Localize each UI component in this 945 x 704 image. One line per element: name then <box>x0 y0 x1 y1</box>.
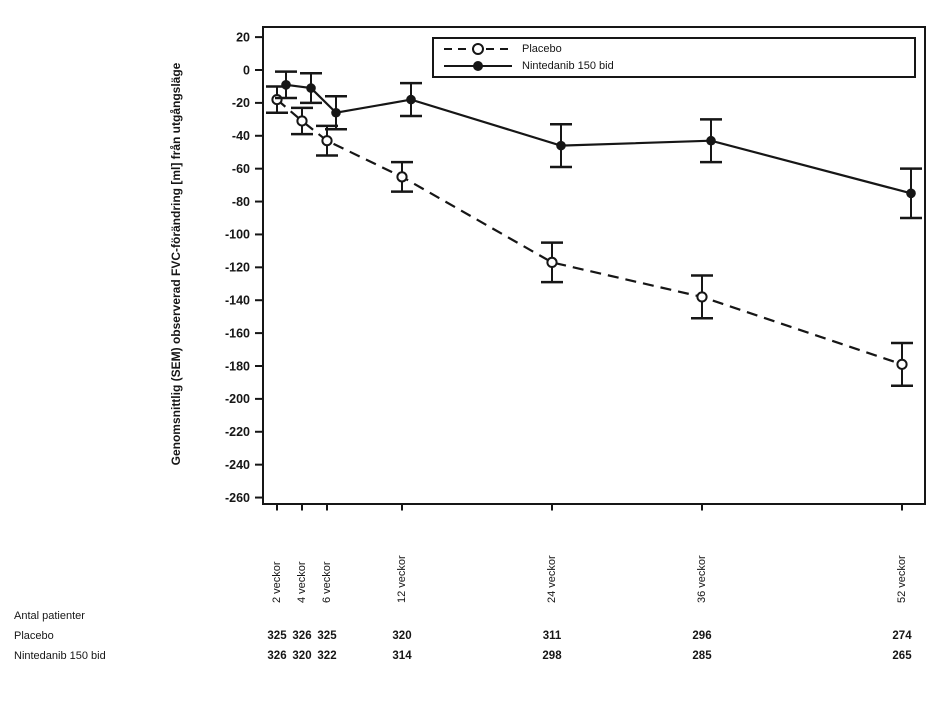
y-tick-label: -140 <box>224 293 250 308</box>
data-point-open-circle <box>272 95 281 104</box>
y-tick-label: -120 <box>224 260 250 275</box>
series-line <box>286 85 911 194</box>
data-point-filled-circle <box>331 108 341 118</box>
patient-count-value: 320 <box>392 630 412 642</box>
patient-count-value: 265 <box>892 650 912 662</box>
y-tick-label: -40 <box>231 129 250 144</box>
y-axis-title: Genomsnittlig (SEM) observerad FVC-förändring [ml] från utgångsläge <box>169 62 183 466</box>
data-point-filled-circle <box>906 189 916 199</box>
placebo-dashed-line-sample-icon <box>442 41 514 57</box>
y-tick-label: 0 <box>243 63 250 78</box>
y-tick-label: -240 <box>224 457 250 472</box>
patient-count-value: 322 <box>317 650 337 662</box>
y-tick-label: -220 <box>224 425 250 440</box>
legend-entry-nintedanib <box>442 58 914 74</box>
data-point-open-circle <box>297 116 306 125</box>
data-point-filled-circle <box>406 95 416 105</box>
y-tick-label: -20 <box>231 96 250 111</box>
x-tick-label: 6 veckor <box>320 561 333 603</box>
data-point-filled-circle <box>306 83 316 93</box>
x-tick-label: 36 veckor <box>695 555 708 603</box>
legend-label-nintedanib: Nintedanib 150 bid <box>522 60 614 73</box>
series-placebo <box>266 86 913 385</box>
x-tick-label: 4 veckor <box>295 561 308 603</box>
patient-count-value: 274 <box>892 630 912 642</box>
plot-frame <box>263 27 925 504</box>
data-point-open-circle <box>397 172 406 181</box>
patient-count-value: 298 <box>542 650 562 662</box>
y-tick-label: -260 <box>224 490 250 505</box>
patients-row-label-nintedanib: Nintedanib 150 bid <box>14 650 106 662</box>
nintedanib-solid-line-sample-icon <box>442 58 514 74</box>
patients-table-title: Antal patienter <box>14 610 85 622</box>
chart-legend <box>432 37 916 78</box>
patient-count-value: 325 <box>317 630 337 642</box>
legend-entry-placebo <box>442 41 914 57</box>
series-nintedanib <box>275 72 922 218</box>
x-tick-label: 24 veckor <box>545 555 558 603</box>
patient-count-value: 325 <box>267 630 287 642</box>
x-tick-label: 12 veckor <box>395 555 408 603</box>
patient-count-value: 326 <box>267 650 287 662</box>
y-tick-label: -60 <box>231 161 250 176</box>
x-tick-label: 2 veckor <box>270 561 283 603</box>
patient-count-value: 314 <box>392 650 412 662</box>
data-point-open-circle <box>697 292 706 301</box>
legend-label-placebo: Placebo <box>522 42 562 55</box>
data-point-open-circle <box>547 258 556 267</box>
y-tick-label: -200 <box>224 392 250 407</box>
data-point-filled-circle <box>706 136 716 146</box>
y-tick-label: -160 <box>224 326 250 341</box>
y-tick-label: 20 <box>236 30 250 45</box>
patient-count-value: 285 <box>692 650 712 662</box>
patient-count-value: 326 <box>292 630 312 642</box>
y-tick-label: -80 <box>231 194 250 209</box>
patients-row-label-placebo: Placebo <box>14 630 54 642</box>
data-point-open-circle <box>322 136 331 145</box>
series-line <box>277 100 902 365</box>
y-tick-label: -100 <box>224 227 250 242</box>
patient-count-value: 311 <box>542 630 562 642</box>
patient-count-value: 320 <box>292 650 312 662</box>
data-point-open-circle <box>897 360 906 369</box>
y-tick-label: -180 <box>224 359 250 374</box>
x-tick-label: 52 veckor <box>895 555 908 603</box>
y-axis <box>225 30 263 504</box>
data-point-filled-circle <box>281 80 291 90</box>
data-point-filled-circle <box>556 141 566 151</box>
patient-count-value: 296 <box>692 630 712 642</box>
